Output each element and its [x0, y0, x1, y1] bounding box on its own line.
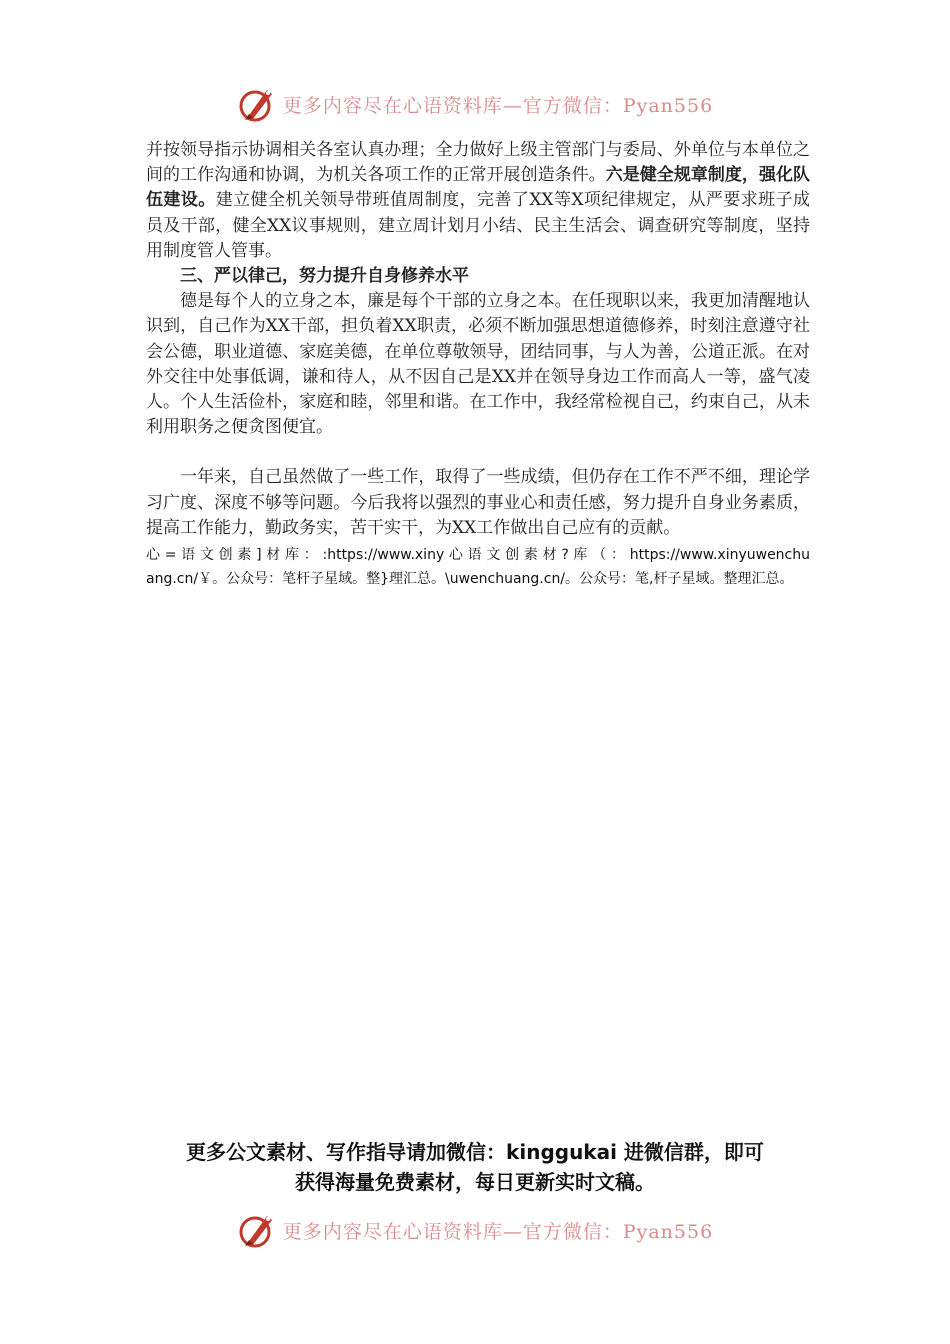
section-heading: 三、严以律己，努力提升自身修养水平	[180, 266, 469, 287]
pen-nib-logo-icon	[237, 84, 277, 124]
paragraph-conclusion: 一年来，自己虽然做了一些工作，取得了一些成绩，但仍存在工作不严不细，理论学习广度、深度不够等问题。今后我将以强烈的事业心和责任感，努力提升自身业务素质，提高工作能力，勤政务实，苦干实干，为XX工作做出自己应有的贡献。	[146, 467, 810, 538]
header-banner	[0, 84, 950, 124]
paragraph-gap	[146, 440, 810, 465]
promo-text	[0, 1137, 950, 1197]
paragraph-bold-text: 六是健全规章制度，强化队伍建设。	[146, 165, 811, 211]
header-banner-text: 更多内容尽在心语资料库—官方微信：Pyan556	[282, 94, 714, 117]
pen-nib-logo-icon	[237, 1210, 277, 1250]
promo-line-1: 更多公文素材、写作指导请加微信：kinggukai 进微信群，即可	[186, 1140, 764, 1164]
paragraph-self-discipline: 德是每个人的立身之本，廉是每个干部的立身之本。在任现职以来，我更加清醒地认识到，自己作为XX干部，担负着XX职责，必须不断加强思想道德修养，时刻注意遵守社会公德，职业道德、家庭美德，在单位尊敬领导，团结同事，与人为善，公道正派。在对外交往中处事低调，谦和待人，从不因自己是XX并在领导身边工作而高人一等，盛气凌人。个人生活俭朴，家庭和睦，邻里和谐。在工作中，我经常检视自己，约束自己，从未利用职务之便贪图便宜。	[146, 291, 810, 438]
promo-line-2: 获得海量免费素材，每日更新实时文稿。	[295, 1170, 655, 1194]
paragraph-text: 并按领导指示协调相关各室认真办理；全力做好上级主管部门与委局、外单位与本单位之间的工作沟通和协调，为机关各项工作的正常开展创造条件。	[146, 140, 810, 186]
document-body	[146, 138, 810, 591]
source-note: 心 = 语 文 创 素 ] 材 库 ： :https://www.xiny 心 语 文 创 素 材 ? 库 （ ： https://www.xinyuwenchuang.cn/￥。公众号：笔杆子星域。整}理汇总。\uwenchuang.cn/。公众号：笔,杆子星域。整理汇总。	[146, 547, 810, 588]
paragraph-continuation	[146, 138, 810, 264]
paragraph-text: 建立健全机关领导带班值周制度，完善了XX等X项纪律规定，从严要求班子成员及干部，健全XX议事规则，建立周计划月小结、民主生活会、调查研究等制度，坚持用制度管人管事。	[146, 190, 811, 261]
footer-banner-text: 更多内容尽在心语资料库—官方微信：Pyan556	[282, 1220, 714, 1243]
footer-banner	[0, 1210, 950, 1250]
